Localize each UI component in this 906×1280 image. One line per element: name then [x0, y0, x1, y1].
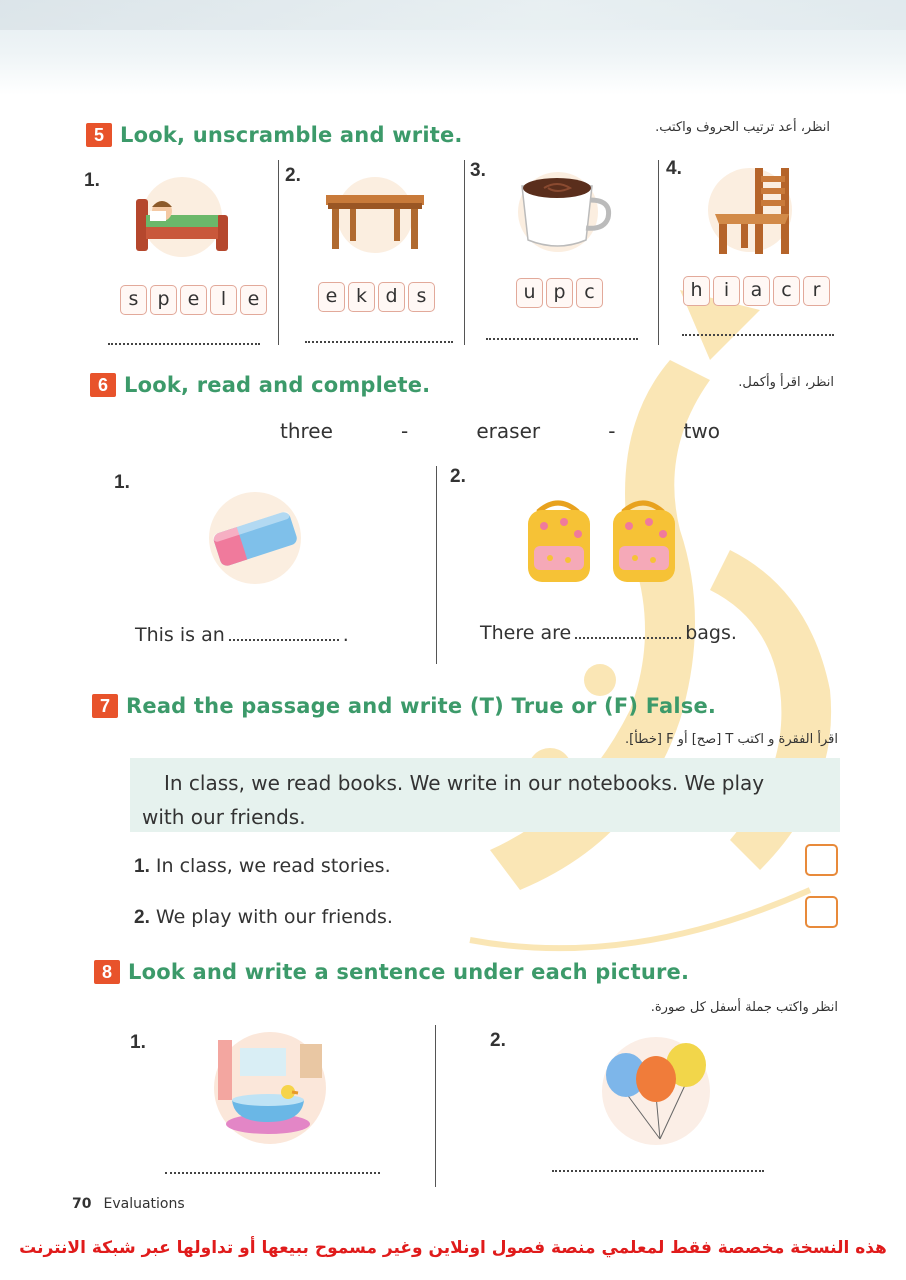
- copyright-notice: هذه النسخة مخصصة فقط لمعلمي منصة فصول اونلاين وغير مسموح ببيعها أو تداولها عبر شبكة الانترنت: [19, 1238, 887, 1258]
- arabic-instruction: انظر واكتب جملة أسفل كل صورة.: [650, 1000, 838, 1015]
- word-bank-separator: -: [608, 419, 616, 443]
- letter-tile: i: [713, 276, 740, 306]
- true-false-box[interactable]: [805, 844, 838, 876]
- letter-tile: s: [120, 285, 147, 315]
- word-bank-word: two: [683, 419, 720, 443]
- letter-tiles: [683, 276, 830, 306]
- item-number: 1.: [130, 1032, 146, 1053]
- passage-line: In class, we read books. We write in our notebooks. We play: [164, 771, 765, 795]
- sentence: [135, 624, 349, 646]
- letter-tile: h: [683, 276, 710, 306]
- word-bank-separator: -: [401, 419, 409, 443]
- word-bank-word: eraser: [476, 419, 541, 443]
- sentence-start: This is an: [135, 624, 225, 646]
- watermark-logo-icon: [430, 250, 870, 970]
- divider: [278, 160, 279, 345]
- section-number-badge: 8: [94, 960, 120, 984]
- letter-tile: r: [803, 276, 830, 306]
- divider: [464, 160, 465, 345]
- statement-row: [134, 906, 393, 929]
- answer-line[interactable]: [165, 1172, 380, 1174]
- letter-tile: u: [516, 278, 543, 308]
- word-bank-word: three: [280, 419, 333, 443]
- bed-icon: [130, 175, 234, 259]
- passage-line: with our friends.: [142, 805, 306, 829]
- answer-line[interactable]: [552, 1170, 764, 1172]
- divider: [435, 1025, 436, 1187]
- answer-line[interactable]: [108, 343, 260, 345]
- reading-passage: [130, 758, 840, 832]
- answer-line[interactable]: [486, 338, 638, 340]
- true-false-box[interactable]: [805, 896, 838, 928]
- item-number: 1.: [134, 856, 150, 877]
- section-6-header: [90, 373, 430, 397]
- desk-icon: [320, 175, 430, 255]
- sentence-end: bags.: [685, 622, 737, 644]
- balloons-icon: [598, 1035, 714, 1147]
- bathroom-icon: [210, 1030, 330, 1146]
- item-number: 2.: [450, 466, 466, 487]
- divider: [436, 466, 437, 664]
- section-5-header: [86, 123, 463, 147]
- answer-line[interactable]: [682, 334, 834, 336]
- letter-tiles: [120, 285, 267, 315]
- section-title: Read the passage and write (T) True or (F) False.: [126, 694, 717, 718]
- statement-text: We play with our friends.: [155, 906, 393, 928]
- answer-line[interactable]: [305, 341, 453, 343]
- letter-tiles: [318, 282, 435, 312]
- letter-tile: k: [348, 282, 375, 312]
- arabic-instruction: انظر، اقرأ وأكمل.: [738, 375, 834, 390]
- item-number: 2.: [134, 907, 150, 928]
- item-number: 1.: [114, 472, 130, 493]
- eraser-icon: [195, 488, 315, 588]
- letter-tile: e: [240, 285, 267, 315]
- section-7-header: [92, 694, 716, 718]
- statement-text: In class, we read stories.: [155, 855, 391, 877]
- section-number-badge: 7: [92, 694, 118, 718]
- section-number-badge: 6: [90, 373, 116, 397]
- letter-tile: c: [576, 278, 603, 308]
- letter-tile: e: [318, 282, 345, 312]
- page-footer: [72, 1196, 185, 1212]
- sentence-end: .: [342, 624, 349, 646]
- letter-tile: e: [180, 285, 207, 315]
- item-number: 2.: [285, 165, 301, 186]
- footer-label: Evaluations: [103, 1196, 185, 1212]
- item-number: 4.: [666, 158, 682, 179]
- letter-tile: p: [150, 285, 177, 315]
- sentence-start: There are: [480, 622, 572, 644]
- letter-tile: s: [408, 282, 435, 312]
- letter-tile: d: [378, 282, 405, 312]
- letter-tiles: [516, 278, 603, 308]
- letter-tile: p: [546, 278, 573, 308]
- item-number: 1.: [84, 170, 100, 191]
- statement-row: [134, 855, 391, 878]
- arabic-instruction: اقرأ الفقرة و اكتب T [صح] أو F [خطأ].: [624, 732, 838, 747]
- top-faded-strip: [0, 0, 906, 95]
- answer-blank[interactable]: [229, 639, 339, 641]
- section-title: Look, unscramble and write.: [120, 123, 463, 147]
- item-number: 2.: [490, 1030, 506, 1051]
- word-bank: [280, 416, 720, 446]
- arabic-instruction: انظر، أعد ترتيب الحروف واكتب.: [655, 120, 830, 135]
- letter-tile: a: [743, 276, 770, 306]
- section-8-header: [94, 960, 689, 984]
- answer-blank[interactable]: [575, 637, 681, 639]
- sentence: [480, 622, 737, 644]
- cup-icon: [508, 170, 614, 254]
- letter-tile: c: [773, 276, 800, 306]
- divider: [658, 160, 659, 345]
- chair-icon: [705, 162, 795, 257]
- section-number-badge: 5: [86, 123, 112, 147]
- letter-tile: l: [210, 285, 237, 315]
- section-title: Look and write a sentence under each picture.: [128, 960, 690, 984]
- section-title: Look, read and complete.: [124, 373, 431, 397]
- item-number: 3.: [470, 160, 486, 181]
- page-number: 70: [72, 1196, 92, 1212]
- bags-icon: [520, 494, 695, 590]
